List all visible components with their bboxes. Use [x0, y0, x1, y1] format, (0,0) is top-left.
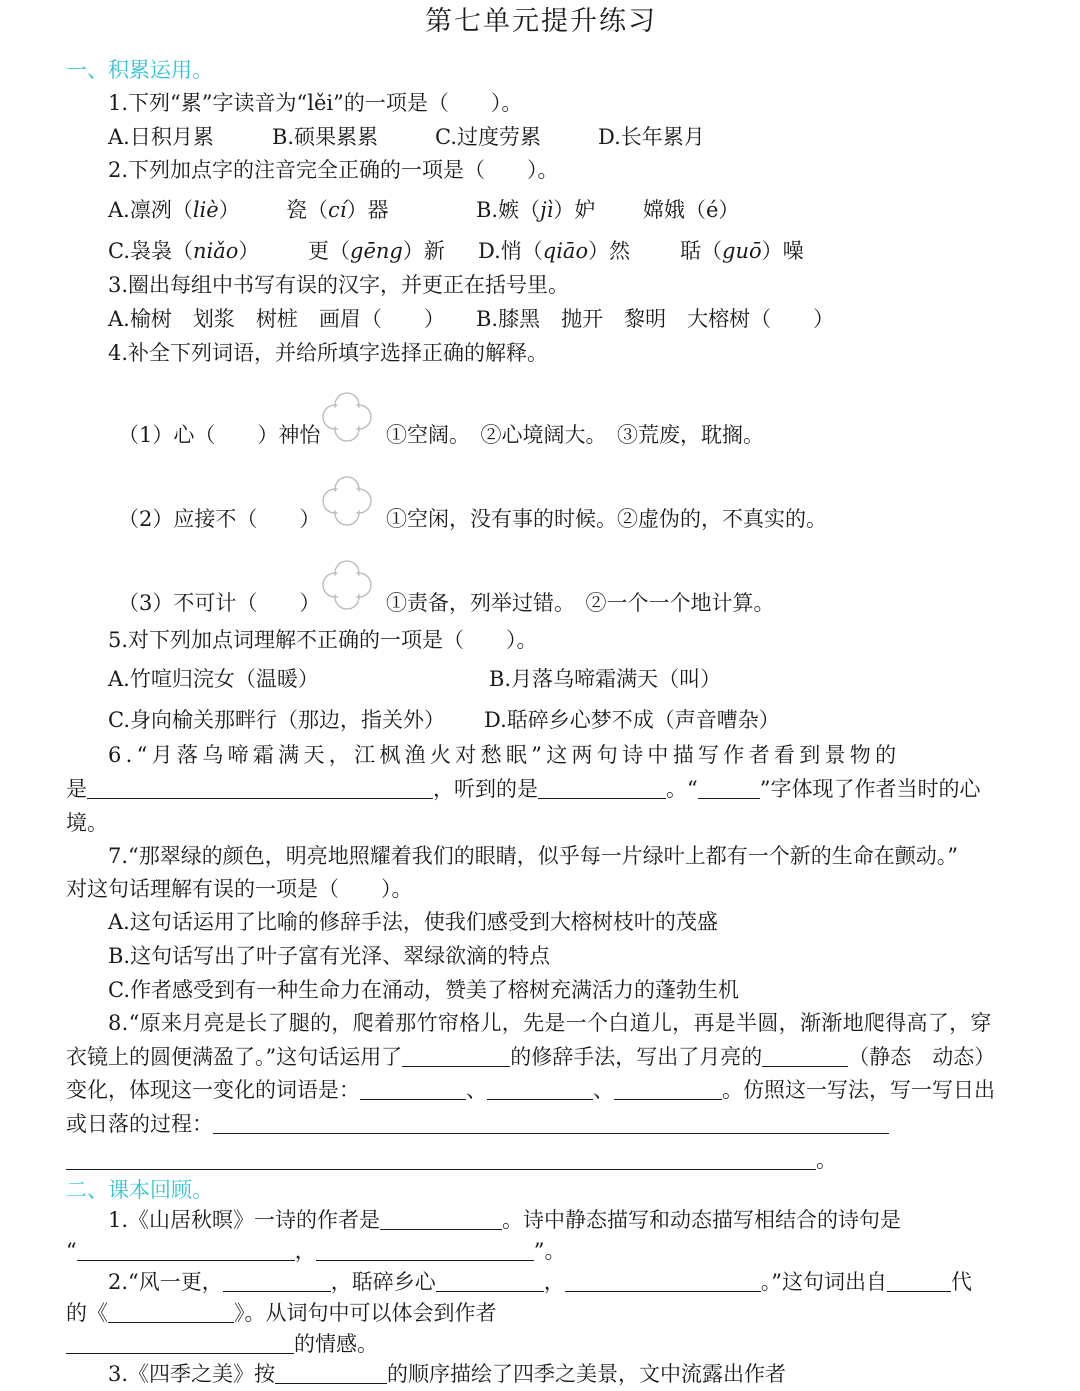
answer-blank[interactable]	[380, 1211, 502, 1230]
q2-option-b-2: 嫦娥（é）	[643, 198, 740, 222]
q4-item-3-word: （3）不可计（ ）	[118, 591, 321, 615]
q1-option-b: B.硕果累累	[272, 125, 379, 149]
answer-blank[interactable]	[614, 1081, 722, 1100]
q2-option-c-2: 更（gēng）新	[308, 239, 445, 263]
q2-option-c-1: C.袅袅（niǎo）	[108, 239, 260, 263]
q1-option-d: D.长年累月	[598, 125, 705, 149]
q5-option-d: D.聒碎乡心梦不成（声音嘈杂）	[484, 708, 780, 732]
section-heading-2: 二、课本回顾。	[66, 1178, 213, 1202]
question-7-line-1: 7.“那翠绿的颜色，明亮地照耀着我们的眼睛，似乎每一片绿叶上都有一个新的生命在颤动。”	[108, 844, 959, 868]
answer-blank[interactable]	[108, 1304, 234, 1323]
answer-blank[interactable]	[487, 1081, 593, 1100]
q1-option-c: C.过度劳累	[435, 125, 541, 149]
section-heading-1: 一、积累运用。	[66, 58, 213, 82]
answer-blank[interactable]	[223, 1273, 331, 1292]
flower-bracket-icon	[318, 556, 376, 614]
page-title: 第七单元提升练习	[425, 6, 657, 37]
question-7-line-2: 对这句话理解有误的一项是（ ）。	[66, 877, 413, 901]
question-8-line-1: 8.“原来月亮是长了腿的，爬着那竹帘格儿，先是一个白道儿，再是半圆，渐渐地爬得高了，穿	[108, 1011, 992, 1035]
review-question-1-line-2: “ ， ”。	[66, 1239, 566, 1263]
question-8-line-2: 衣镜上的圆便满盈了。”这句话运用了 的修辞手法，写出了月亮的 （静态 动态）	[66, 1045, 996, 1069]
q1-option-a: A.日积月累	[108, 125, 214, 149]
review-question-2-line-1: 2.“风一更， ，聒碎乡心 ， 。”这句词出自 代	[108, 1270, 973, 1294]
answer-blank[interactable]	[698, 780, 760, 799]
q2-option-b-1: B.嫉（jì）妒	[476, 198, 596, 222]
q7-option-a: A.这句话运用了比喻的修辞手法，使我们感受到大榕树枝叶的茂盛	[108, 910, 718, 934]
q5-option-a: A.竹喧归浣女（温暖）	[108, 667, 319, 691]
answer-blank[interactable]	[87, 780, 433, 799]
answer-blank[interactable]	[436, 1273, 544, 1292]
q4-item-1-options: ①空阔。 ②心境阔大。 ③荒废，耽搁。	[386, 423, 764, 447]
q4-item-2-word: （2）应接不（ ）	[118, 507, 321, 531]
question-8-line-3: 变化，体现这一变化的词语是： 、 、 。仿照这一写法，写一写日出	[66, 1078, 995, 1102]
question-1-stem: 1.下列“累”字读音为“lěi”的一项是（ ）。	[108, 91, 523, 115]
answer-blank[interactable]	[275, 1365, 387, 1384]
question-8-line-5: 。	[66, 1150, 837, 1171]
q3-option-b: B.膝黑 抛开 黎明 大榕树（ ）	[476, 307, 835, 331]
q2-option-d-2: 聒（guō）噪	[680, 239, 804, 263]
answer-blank[interactable]	[77, 1242, 295, 1261]
answer-blank[interactable]	[66, 1151, 816, 1170]
question-8-line-4: 或日落的过程：	[66, 1114, 889, 1135]
answer-blank[interactable]	[565, 1273, 761, 1292]
q2-option-a-2: 瓷（cí）器	[286, 198, 389, 222]
answer-blank[interactable]	[762, 1048, 848, 1067]
q7-option-b: B.这句话写出了叶子富有光泽、翠绿欲滴的特点	[108, 944, 551, 968]
q5-option-c: C.身向榆关那畔行（那边，指关外）	[108, 708, 445, 732]
q3-option-a: A.榆树 划浆 树桩 画眉（ ）	[108, 307, 445, 331]
question-5-stem: 5.对下列加点词理解不正确的一项是（ ）。	[108, 628, 538, 652]
review-question-3-line-1: 3.《四季之美》按 的顺序描绘了四季之美景，文中流露出作者	[108, 1362, 787, 1386]
answer-blank[interactable]	[402, 1048, 510, 1067]
q5-option-b: B.月落乌啼霜满天（叫）	[489, 667, 722, 691]
question-6-line-3: 境。	[66, 811, 108, 835]
question-6-line-1: 6.“月落乌啼霜满天，江枫渔火对愁眠”这两句诗中描写作者看到景物的	[108, 743, 901, 767]
question-4-stem: 4.补全下列词语，并给所填字选择正确的解释。	[108, 341, 549, 365]
q2-option-a-1: A.凛冽（liè）	[108, 198, 240, 222]
question-6-line-2: 是 ，听到的是 。“ ”字体现了作者当时的心	[66, 777, 981, 801]
answer-blank[interactable]	[316, 1242, 534, 1261]
q7-option-c: C.作者感受到有一种生命力在涌动，赞美了榕树充满活力的蓬勃生机	[108, 978, 739, 1002]
review-question-2-line-3: 的情感。	[66, 1334, 378, 1355]
review-question-1-line-1: 1.《山居秋暝》一诗的作者是 。诗中静态描写和动态描写相结合的诗句是	[108, 1208, 902, 1232]
question-2-stem: 2.下列加点字的注音完全正确的一项是（ ）。	[108, 158, 559, 182]
q4-item-3-options: ①责备，列举过错。 ②一个一个地计算。	[386, 591, 775, 615]
answer-blank[interactable]	[538, 780, 666, 799]
question-3-stem: 3.圈出每组中书写有误的汉字，并更正在括号里。	[108, 273, 570, 297]
flower-bracket-icon	[318, 472, 376, 530]
review-question-2-line-2: 的《 》。从词句中可以体会到作者	[66, 1301, 497, 1325]
q4-item-1-word: （1）心（ ）神怡	[118, 423, 321, 447]
answer-blank[interactable]	[360, 1081, 466, 1100]
q2-option-d-1: D.悄（qiāo）然	[478, 239, 631, 263]
answer-blank[interactable]	[887, 1273, 951, 1292]
answer-blank[interactable]	[213, 1115, 889, 1134]
answer-blank[interactable]	[66, 1335, 294, 1354]
flower-bracket-icon	[318, 388, 376, 446]
q4-item-2-options: ①空闲，没有事的时候。②虚伪的，不真实的。	[386, 507, 827, 531]
